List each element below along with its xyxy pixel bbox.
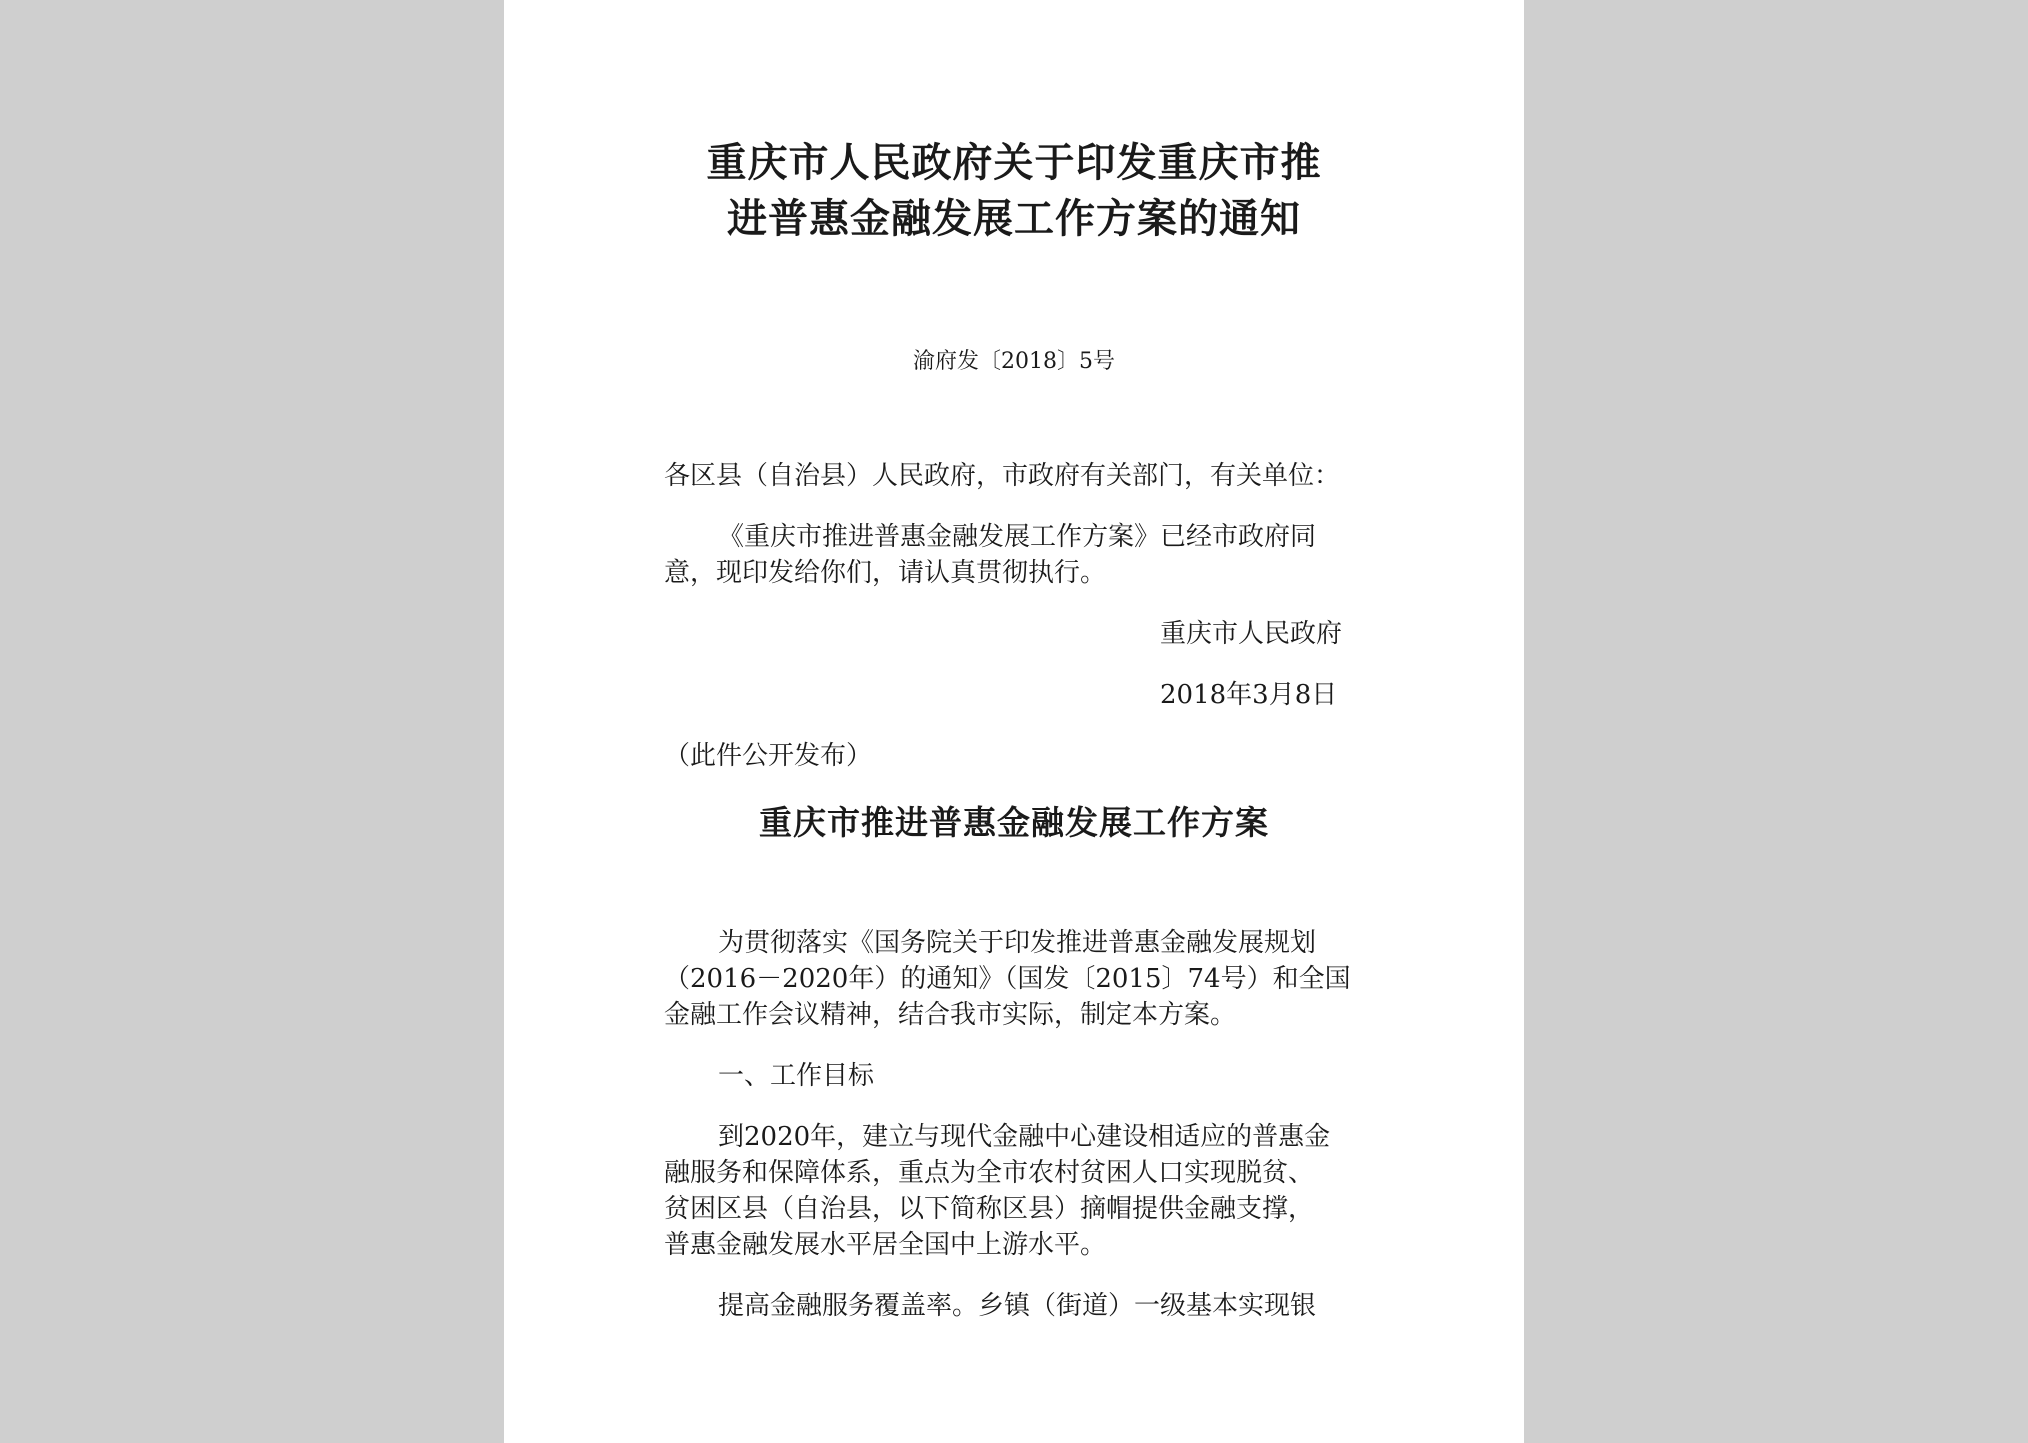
document-title-line-1: 重庆市人民政府关于印发重庆市推 [706, 139, 1322, 186]
addressee-line: 各区县（自治县）人民政府，市政府有关部门，有关单位： [664, 461, 1341, 491]
notice-line-1: 《重庆市推进普惠金融发展工作方案》已经市政府同 [718, 522, 1317, 552]
goal-line-3: 贫困区县（自治县，以下简称区县）摘帽提供金融支撑， [664, 1194, 1315, 1224]
document-title-line-2: 进普惠金融发展工作方案的通知 [727, 195, 1301, 242]
intro-line-1: 为贯彻落实《国务院关于印发推进普惠金融发展规划 [718, 928, 1317, 958]
signature-organization: 重庆市人民政府 [1160, 619, 1343, 649]
goal-line-4: 普惠金融发展水平居全国中上游水平。 [664, 1230, 1107, 1260]
document-page [504, 0, 1524, 1443]
publication-note: （此件公开发布） [664, 741, 873, 771]
intro-line-3: 金融工作会议精神，结合我市实际，制定本方案。 [664, 1000, 1237, 1030]
document-number: 渝府发〔2018〕5号 [913, 349, 1115, 374]
section-1-heading: 一、工作目标 [718, 1061, 875, 1091]
signature-date: 2018年3月8日 [1160, 680, 1338, 710]
goal-line-1: 到2020年，建立与现代金融中心建设相适应的普惠金 [718, 1122, 1331, 1152]
goal-line-2: 融服务和保障体系，重点为全市农村贫困人口实现脱贫、 [664, 1158, 1315, 1188]
notice-line-2: 意，现印发给你们，请认真贯彻执行。 [664, 558, 1107, 588]
coverage-line-1: 提高金融服务覆盖率。乡镇（街道）一级基本实现银 [718, 1291, 1317, 1321]
plan-title: 重庆市推进普惠金融发展工作方案 [759, 803, 1269, 842]
intro-line-2: （2016－2020年）的通知》（国发〔2015〕74号）和全国 [664, 964, 1351, 994]
